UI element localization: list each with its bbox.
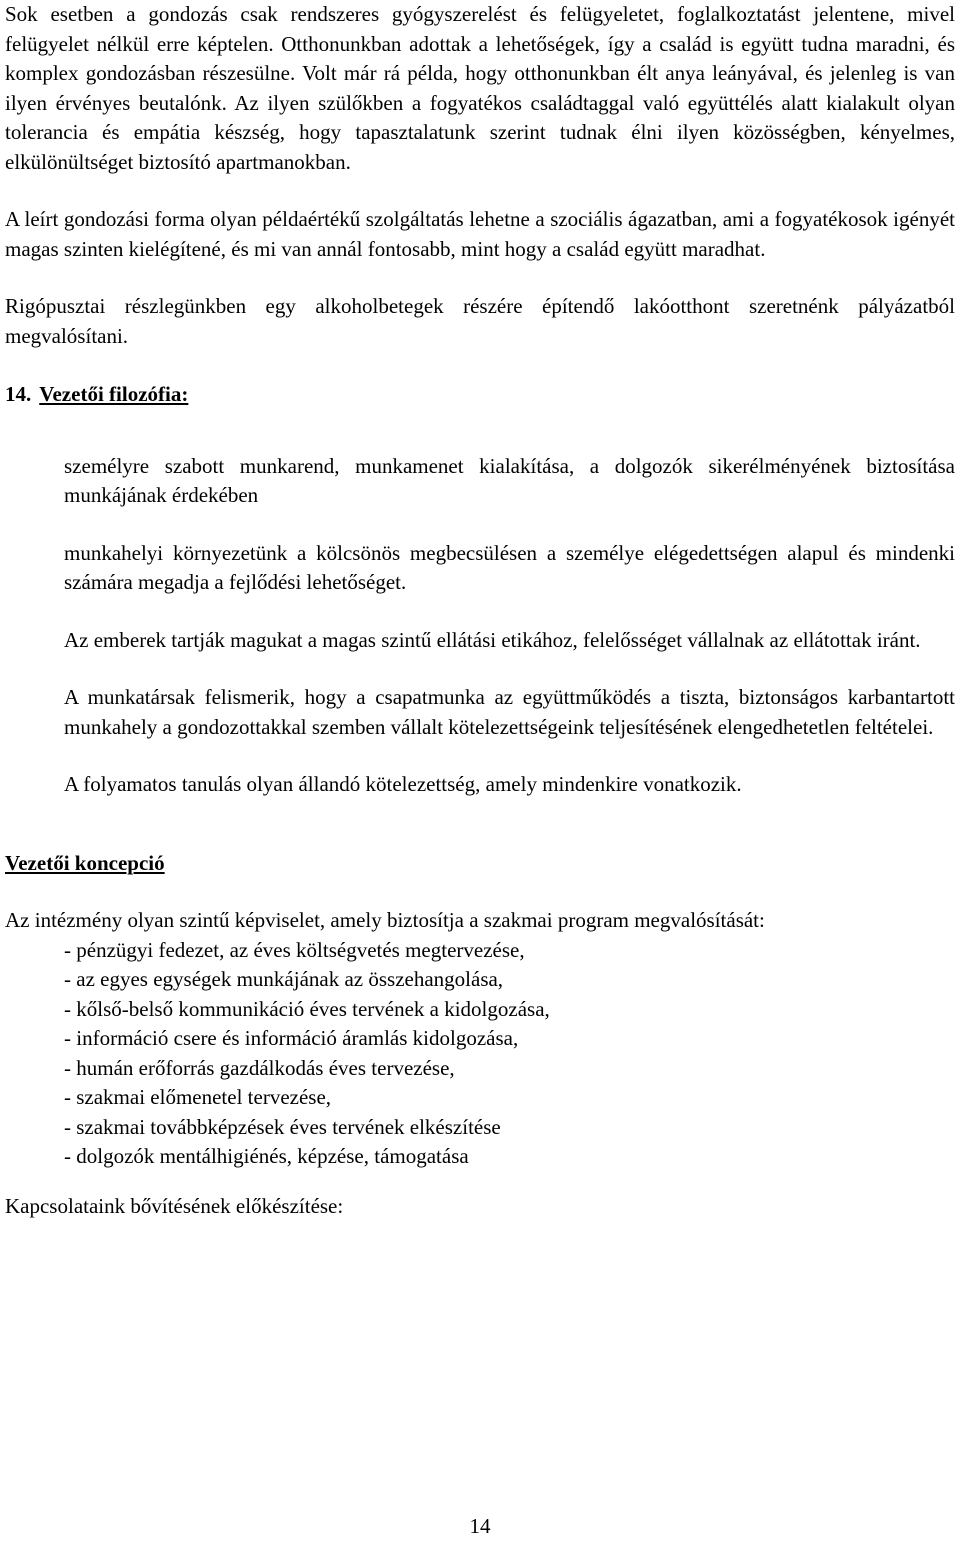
philosophy-paragraph-4: A munkatársak felismerik, hogy a csapatmunka az együttműködés a tiszta, biztonságos karbantartott munkahely a gondozottakkal szemben vállalt kötelezettségeink teljesítésének elengedhetetlen feltételei. <box>64 685 955 739</box>
list-item: - szakmai előmenetel tervezése, <box>64 1085 332 1109</box>
document-page <box>5 0 955 1221</box>
section-14-heading <box>5 380 955 410</box>
philosophy-paragraph-5: A folyamatos tanulás olyan állandó kötelezettség, amely mindenkire vonatkozik. <box>64 772 742 796</box>
list-item: - szakmai továbbképzések éves tervének elkészítése <box>64 1114 501 1139</box>
list-item: - kőlső-belső kommunikáció éves tervének a kidolgozása, <box>64 996 550 1021</box>
intro-paragraph-2: A leírt gondozási forma olyan példaértékű szolgáltatás lehetne a szociális ágazatban, ami a fogyatékosok igényét magas szinten kielégítené, és mi van annál fontosabb, mint hogy a család együtt maradhat. <box>5 207 955 261</box>
philosophy-paragraph-2: munkahelyi környezetünk a kölcsönös megbecsülésen a személye elégedettségen alapul és mindenki számára megadja a fejlődési lehetőséget. <box>64 540 955 594</box>
philosophy-paragraph-3: Az emberek tartják magukat a magas szintű ellátási etikához, felelősséget vállalnak az ellátottak iránt. <box>64 627 921 652</box>
intro-paragraph-3: Rigópusztai részlegünkben egy alkoholbetegek részére építendő lakóotthont szeretnénk pályázatból megvalósítani. <box>5 294 955 348</box>
list-item: - az egyes egységek munkájának az összehangolása, <box>64 967 504 991</box>
list-item: - dolgozók mentálhigiénés, képzése, támogatása <box>64 1144 469 1168</box>
list-item: - humán erőforrás gazdálkodás éves tervezése, <box>64 1055 455 1080</box>
concept-intro: Az intézmény olyan szintű képviselet, amely biztosítja a szakmai program megvalósítását: <box>5 908 765 932</box>
section-14-number: 14. <box>5 382 32 406</box>
page-number: 14 <box>469 1514 491 1538</box>
relations-heading: Kapcsolataink bővítésének előkészítése: <box>5 1193 344 1218</box>
section-14-title: Vezetői filozófia: <box>39 382 189 406</box>
intro-paragraph-1: Sok esetben a gondozás csak rendszeres gyógyszerelést és felügyeletet, foglalkoztatást jelentene, mivel felügyelet nélkül erre képtelen. Otthonunkban adottak a lehetőségek, így a család is együtt tudna maradni, és komplex gondozásban részesülne. Volt már rá példa, hogy otthonunkban élt anya leányával, és jelenleg is van ilyen érvényes beutalónk. Az ilyen szülőkben a fogyatékos családtaggal való együttélés alatt kialakult olyan tolerancia és empátia készség, hogy tapasztalatunk szerint tudnak élni ilyen közösségben, kényelmes, elkülönültséget biztosító apartmanokban. <box>5 2 955 174</box>
concept-task-list <box>5 936 955 1172</box>
list-item: - információ csere és információ áramlás kidolgozása, <box>64 1026 519 1050</box>
concept-heading: Vezetői koncepció <box>5 850 165 875</box>
list-item: - pénzügyi fedezet, az éves költségvetés megtervezése, <box>64 937 525 962</box>
philosophy-paragraph-1: személyre szabott munkarend, munkamenet kialakítása, a dolgozók sikerélményének biztosítása munkájának érdekében <box>64 453 955 507</box>
